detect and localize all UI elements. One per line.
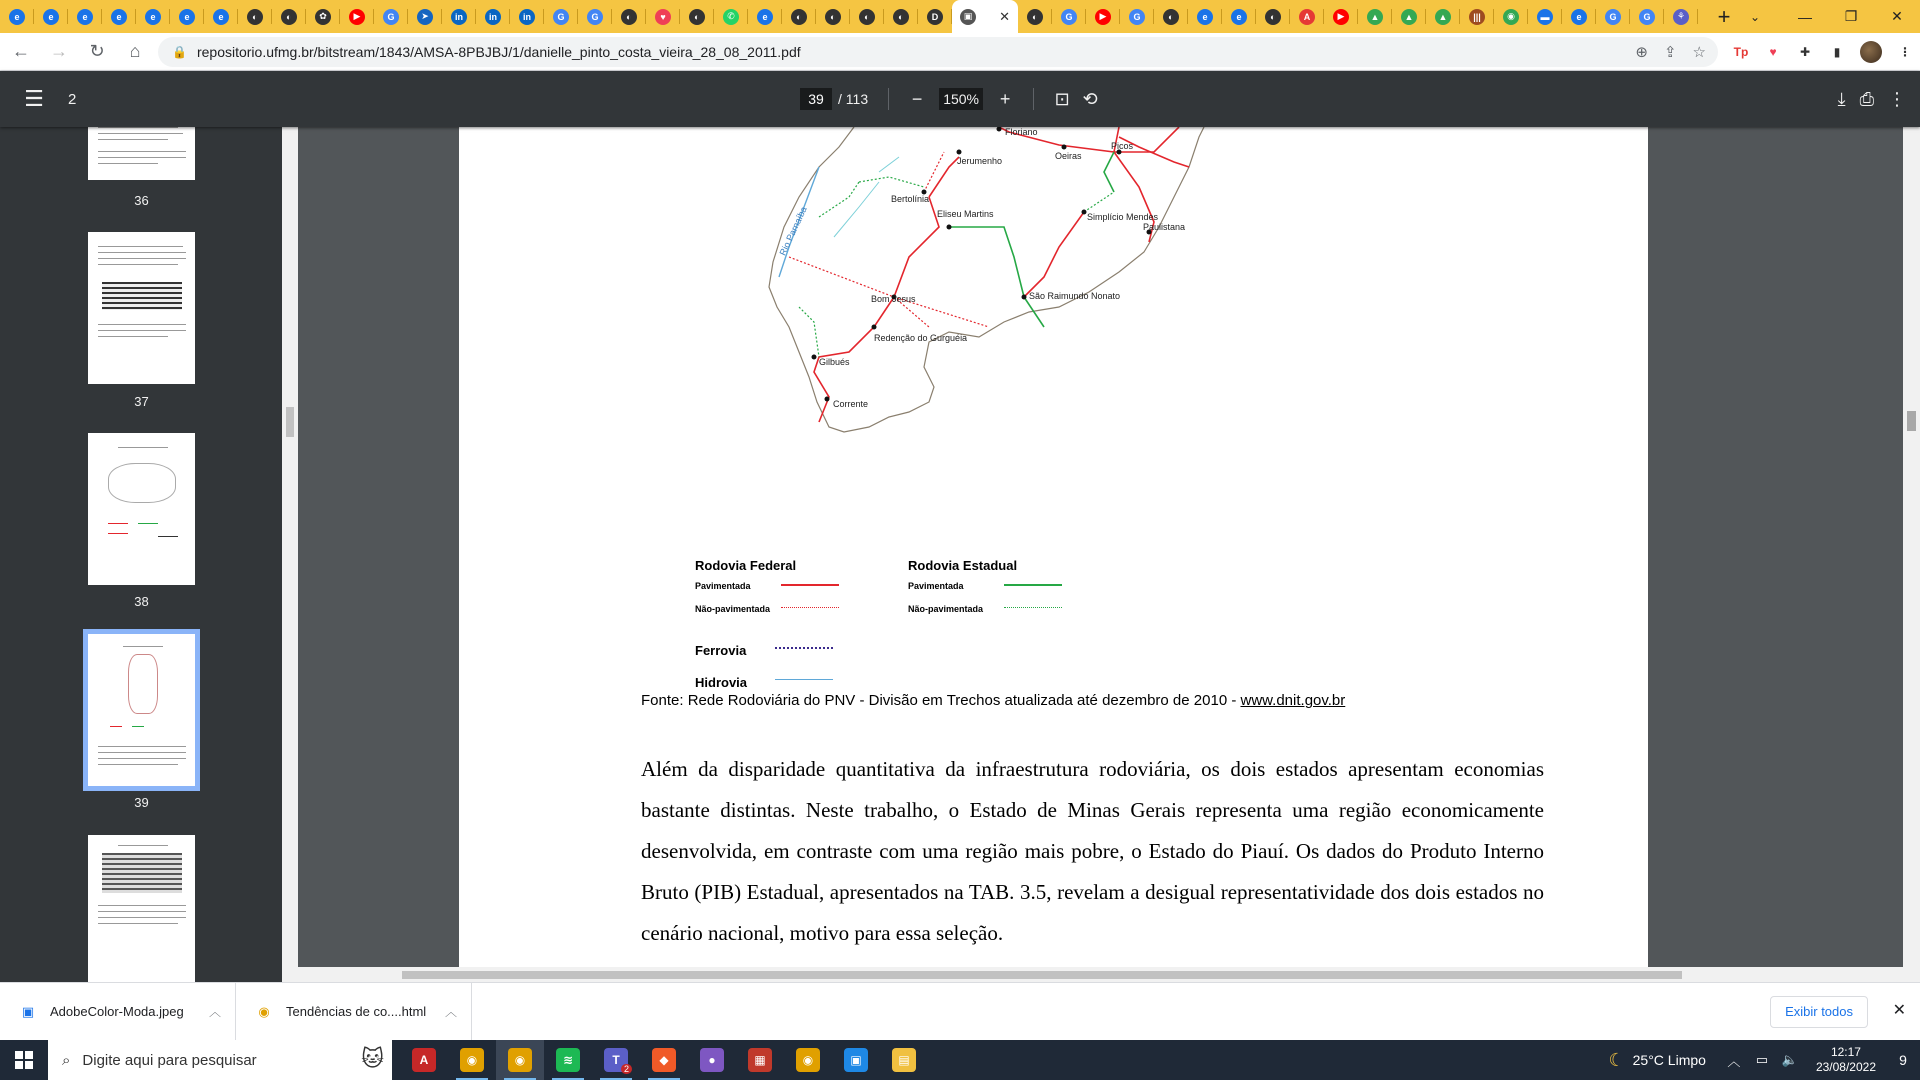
tab-favicon-icon: ◐ <box>1265 9 1281 25</box>
download-filename[interactable]: Tendências de co....html <box>286 1004 427 1019</box>
browser-tab[interactable] <box>238 0 272 33</box>
tab-favicon-icon: e <box>1197 9 1213 25</box>
tab-favicon-icon: G <box>1605 9 1621 25</box>
browser-tab[interactable] <box>850 0 884 33</box>
tab-favicon-icon: ◐ <box>621 9 637 25</box>
browser-tab[interactable] <box>816 0 850 33</box>
thumbnail-sidebar <box>0 127 282 982</box>
notifications-button[interactable] <box>1886 1052 1920 1068</box>
browser-tab[interactable] <box>1052 0 1086 33</box>
browser-toolbar <box>0 33 1920 71</box>
taskbar-app-icon: ◉ <box>508 1048 532 1072</box>
legend-federal-title: Rodovia Federal <box>695 558 797 573</box>
sidebar-scrollbar[interactable] <box>282 127 298 982</box>
tab-favicon-icon: e <box>43 9 59 25</box>
browser-tab[interactable] <box>1222 0 1256 33</box>
tab-favicon-icon: e <box>213 9 229 25</box>
browser-tab[interactable] <box>1596 0 1630 33</box>
town-label: Simplício Mendes <box>1087 212 1159 222</box>
clock-time: 12:17 <box>1830 1045 1861 1059</box>
tab-favicon-icon: D <box>927 9 943 25</box>
town-label: Jerumenho <box>957 156 1003 166</box>
tab-favicon-icon: ◐ <box>281 9 297 25</box>
pdf-viewer[interactable] <box>282 127 1920 982</box>
share-icon[interactable]: ⇪ <box>1663 43 1677 61</box>
thumbnail-label: 36 <box>134 193 149 208</box>
town-label: Picos <box>1111 141 1134 151</box>
taskbar-app[interactable] <box>784 1040 832 1080</box>
tab-list <box>0 0 1698 33</box>
clock-date: 23/08/2022 <box>1815 1060 1876 1074</box>
town-label: Eliseu Martins <box>937 209 994 219</box>
download-item[interactable] <box>236 983 472 1041</box>
weather-widget[interactable] <box>1608 1050 1705 1071</box>
browser-tab[interactable] <box>1154 0 1188 33</box>
browser-tab[interactable] <box>1086 0 1120 33</box>
thumbnail-label: 39 <box>134 795 149 810</box>
taskbar-app[interactable] <box>592 1040 640 1080</box>
town-label: Paulistana <box>1143 222 1186 232</box>
taskbar-app[interactable] <box>448 1040 496 1080</box>
browser-tab[interactable] <box>1562 0 1596 33</box>
body-paragraph: Além da disparidade quantitativa da infraestrutura rodoviária, os dois estados apresentam economias bastante distintas. Neste trabalho, o Estado de Minas Gerais representa uma região economicamente desenvolvida, em contraste com uma região mais pobre, o Estado do Piauí. Os dados do Produto Interno Bruto (PIB) Estadual, apresentados na TAB. 3.5, revelam a desigual representatividade dos dois estados no cenário nacional, motivo para essa seleção. <box>641 757 1544 945</box>
tab-favicon-icon: e <box>111 9 127 25</box>
taskbar-app[interactable] <box>832 1040 880 1080</box>
river-tributary <box>879 157 899 172</box>
pdf-page <box>459 127 1648 967</box>
tab-favicon-icon: ◐ <box>1027 9 1043 25</box>
legend-estadual-paved-line <box>1004 584 1062 586</box>
page-controls <box>800 71 1104 127</box>
browser-tab[interactable] <box>1664 0 1698 33</box>
tab-favicon-icon: e <box>1231 9 1247 25</box>
browser-tab[interactable] <box>1630 0 1664 33</box>
town-label: Bertolínia <box>891 194 930 204</box>
thumbnail-label: 38 <box>134 594 149 609</box>
legend-estadual-paved: Pavimentada <box>908 581 964 591</box>
browser-tab[interactable] <box>204 0 238 33</box>
tab-favicon-icon: ♥ <box>655 9 671 25</box>
legend-federal-unpaved-line <box>781 607 839 608</box>
taskbar-app-icon: ● <box>700 1048 724 1072</box>
browser-tab[interactable] <box>374 0 408 33</box>
tab-favicon-icon: in <box>519 9 535 25</box>
town-label: Corrente <box>833 399 869 409</box>
browser-tab[interactable] <box>918 0 952 33</box>
state-border <box>769 127 1204 432</box>
town-label: Bom Jesus <box>871 294 916 304</box>
tab-favicon-icon: G <box>1129 9 1145 25</box>
tab-favicon-icon: ▲ <box>1435 9 1451 25</box>
browser-tab[interactable] <box>646 0 680 33</box>
tab-favicon-icon: ◐ <box>825 9 841 25</box>
active-tab[interactable] <box>952 0 1018 33</box>
legend-federal-paved-line <box>781 584 839 586</box>
taskbar-app[interactable] <box>736 1040 784 1080</box>
taskbar-app[interactable] <box>544 1040 592 1080</box>
federal-paved-roads <box>814 127 1189 422</box>
browser-tab[interactable] <box>1324 0 1358 33</box>
forward-button[interactable]: → <box>50 41 68 61</box>
tab-favicon-icon: e <box>179 9 195 25</box>
close-tab-icon[interactable]: ✕ <box>999 8 1010 24</box>
browser-tab[interactable] <box>1256 0 1290 33</box>
document-title: 2 <box>68 90 77 108</box>
image-file-icon: ▣ <box>21 1003 35 1019</box>
legend-hidrovia-line <box>775 679 833 680</box>
browser-tab[interactable] <box>68 0 102 33</box>
tab-favicon-icon: e <box>1571 9 1587 25</box>
tab-favicon-icon: e <box>9 9 25 25</box>
thumbnail-page-37[interactable] <box>88 232 195 384</box>
town-markers <box>812 127 1152 402</box>
chrome-menu-icon[interactable]: ⋮ <box>1899 44 1911 59</box>
weather-text: 25°C Limpo <box>1632 1052 1706 1068</box>
search-highlight-icon: 🐱 <box>361 1046 384 1071</box>
tab-favicon-icon: ◐ <box>689 9 705 25</box>
pdf-favicon-icon: ▣ <box>960 9 976 25</box>
browser-tab[interactable] <box>1460 0 1494 33</box>
downloads-bar <box>0 982 1920 1040</box>
browser-tab[interactable] <box>1528 0 1562 33</box>
browser-tab[interactable] <box>748 0 782 33</box>
windows-taskbar <box>0 1040 1920 1080</box>
legend-federal-paved: Pavimentada <box>695 581 751 591</box>
download-item[interactable] <box>0 983 236 1041</box>
tab-favicon-icon: ✆ <box>723 9 739 25</box>
river-tributary <box>834 182 879 237</box>
browser-tab[interactable] <box>1290 0 1324 33</box>
tab-search-icon[interactable]: ⌄ <box>1749 9 1761 24</box>
extension-tp-icon[interactable]: Tp <box>1733 44 1749 59</box>
zoom-icon[interactable]: ⊕ <box>1635 43 1648 61</box>
download-icon[interactable]: ⤓ <box>1837 88 1846 109</box>
tab-favicon-icon: ||| <box>1469 9 1485 25</box>
pocket-icon[interactable]: ♥ <box>1769 44 1777 59</box>
system-tray <box>1608 1040 1920 1080</box>
zoom-level-input[interactable]: 150% <box>939 88 983 110</box>
tab-favicon-icon: ▶ <box>1095 9 1111 25</box>
tab-favicon-icon: G <box>1061 9 1077 25</box>
taskbar-app-icon: ▣ <box>844 1048 868 1072</box>
browser-tab[interactable] <box>408 0 442 33</box>
chevron-up-icon[interactable]: ︿ <box>444 1005 457 1019</box>
river-label: Rio Parnaíba <box>777 205 809 257</box>
thumbnail-page-38[interactable] <box>88 433 195 585</box>
taskbar-app[interactable] <box>880 1040 928 1080</box>
address-bar[interactable] <box>158 37 1718 67</box>
browser-tab[interactable] <box>1426 0 1460 33</box>
horizontal-scrollbar[interactable] <box>282 967 1920 982</box>
page-total: / 113 <box>838 91 869 107</box>
tab-favicon-icon: ▬ <box>1537 9 1553 25</box>
tab-favicon-icon: e <box>77 9 93 25</box>
chevron-up-icon[interactable]: ︿ <box>208 1005 221 1019</box>
tab-favicon-icon: ◐ <box>859 9 875 25</box>
taskbar-app-icon: T <box>604 1048 628 1072</box>
page-scrollbar-thumb[interactable] <box>1907 411 1916 431</box>
browser-tab[interactable] <box>884 0 918 33</box>
lock-icon[interactable]: 🔒 <box>172 44 187 59</box>
taskbar-app-icon: ▤ <box>892 1048 916 1072</box>
pdf-toolbar <box>0 71 1920 127</box>
thumbnail-page-40[interactable] <box>88 835 195 982</box>
browser-tab[interactable] <box>544 0 578 33</box>
tab-favicon-icon: ◐ <box>893 9 909 25</box>
browser-tab[interactable] <box>510 0 544 33</box>
state-unpaved-roads <box>799 177 1114 357</box>
tab-favicon-icon: ▶ <box>1333 9 1349 25</box>
browser-tab[interactable] <box>1392 0 1426 33</box>
tab-favicon-icon: A <box>1299 9 1315 25</box>
search-icon: ⌕ <box>62 1051 71 1069</box>
taskbar-app-icon: ◉ <box>460 1048 484 1072</box>
browser-tab[interactable] <box>714 0 748 33</box>
more-options-icon[interactable]: ⋮ <box>1888 88 1906 109</box>
source-link[interactable]: www.dnit.gov.br <box>1240 692 1346 709</box>
download-filename[interactable]: AdobeColor-Moda.jpeg <box>50 1004 184 1019</box>
notification-count: 9 <box>1899 1052 1907 1068</box>
legend-estadual-unpaved-line <box>1004 607 1062 608</box>
chrome-file-icon: ◉ <box>258 1003 270 1019</box>
tab-favicon-icon: ➤ <box>417 9 433 25</box>
browser-tab[interactable] <box>680 0 714 33</box>
reload-button[interactable]: ↻ <box>89 41 105 61</box>
search-placeholder: Digite aqui para pesquisar <box>82 1051 257 1069</box>
browser-tab[interactable] <box>102 0 136 33</box>
browser-tab[interactable] <box>442 0 476 33</box>
tab-favicon-icon: G <box>1639 9 1655 25</box>
tab-favicon-icon: ▶ <box>349 9 365 25</box>
town-label: Gilbués <box>819 357 850 367</box>
tab-favicon-icon: G <box>553 9 569 25</box>
legend-ferrovia: Ferrovia <box>695 643 747 658</box>
windows-logo-icon <box>15 1051 33 1069</box>
browser-tab[interactable] <box>782 0 816 33</box>
browser-tab[interactable] <box>1358 0 1392 33</box>
tab-favicon-icon: e <box>145 9 161 25</box>
browser-tab[interactable] <box>578 0 612 33</box>
tab-favicon-icon: ✿ <box>315 9 331 25</box>
town-label: São Raimundo Nonato <box>1029 291 1121 301</box>
tab-favicon-icon: ◐ <box>1163 9 1179 25</box>
page-scrollbar[interactable] <box>1903 127 1920 967</box>
tab-favicon-icon: ◐ <box>247 9 263 25</box>
browser-tab[interactable] <box>34 0 68 33</box>
close-icon[interactable]: ✕ <box>1892 1002 1906 1019</box>
menu-icon[interactable]: ☰ <box>24 86 44 111</box>
town-label: Redenção do Gurguéia <box>874 333 968 343</box>
show-all-downloads-button[interactable]: Exibir todos <box>1770 996 1868 1028</box>
taskbar-search-input[interactable] <box>48 1040 392 1080</box>
horizontal-scrollbar-thumb[interactable] <box>402 971 1682 979</box>
browser-tab[interactable] <box>476 0 510 33</box>
windows-start-button[interactable] <box>0 1040 48 1080</box>
toolbar-divider <box>888 88 889 110</box>
moon-icon: ☾ <box>1608 1049 1625 1070</box>
legend-federal-unpaved: Não-pavimentada <box>695 604 771 614</box>
rotate-icon[interactable]: ⟲ <box>1082 88 1098 109</box>
browser-tab[interactable] <box>1188 0 1222 33</box>
town-label: Oeiras <box>1055 151 1082 161</box>
tab-favicon-icon: ▲ <box>1401 9 1417 25</box>
profile-avatar[interactable] <box>1860 41 1882 63</box>
legend-ferrovia-line <box>775 647 833 649</box>
chevron-up-icon[interactable]: ︿ <box>1727 1053 1741 1069</box>
browser-tab[interactable] <box>272 0 306 33</box>
teams-badge: 2 <box>621 1064 632 1074</box>
extensions-puzzle-icon[interactable]: ✚ <box>1799 44 1811 59</box>
taskbar-app[interactable] <box>400 1040 448 1080</box>
browser-tab[interactable] <box>340 0 374 33</box>
thumbnail-label: 37 <box>134 394 149 409</box>
browser-tab[interactable] <box>306 0 340 33</box>
legend-estadual-unpaved: Não-pavimentada <box>908 604 984 614</box>
home-button[interactable]: ⌂ <box>129 41 141 61</box>
tab-favicon-icon: G <box>383 9 399 25</box>
taskbar-app-icon: ◆ <box>652 1048 676 1072</box>
window-controls <box>1782 0 1920 33</box>
sidebar-scrollbar-thumb[interactable] <box>286 407 294 437</box>
bookmark-star-icon[interactable]: ☆ <box>1692 43 1706 61</box>
tab-favicon-icon: ◐ <box>791 9 807 25</box>
tab-favicon-icon: in <box>485 9 501 25</box>
source-text: Fonte: Rede Rodoviária do PNV - Divisão em Trechos atualizada até dezembro de 2010 - <box>641 692 1241 709</box>
legend-estadual-title: Rodovia Estadual <box>908 558 1018 573</box>
minimize-button[interactable]: — <box>1798 8 1812 25</box>
browser-tab[interactable] <box>612 0 646 33</box>
figure-source <box>641 692 1345 709</box>
volume-icon[interactable]: 🔈 <box>1781 1052 1799 1067</box>
legend-hidrovia: Hidrovia <box>695 675 748 690</box>
taskbar-app[interactable] <box>496 1040 544 1080</box>
tab-favicon-icon: e <box>757 9 773 25</box>
taskbar-app-icon: ◉ <box>796 1048 820 1072</box>
tab-favicon-icon: in <box>451 9 467 25</box>
maximize-button[interactable]: ❐ <box>1844 8 1858 24</box>
fit-page-icon[interactable]: ⊡ <box>1054 88 1070 109</box>
taskbar-app[interactable] <box>688 1040 736 1080</box>
url-text[interactable]: repositorio.ufmg.br/bitstream/1843/AMSA-8PBJBJ/1/danielle_pinto_costa_vieira_28_08_2011.pdf <box>196 43 801 60</box>
new-tab-button[interactable]: + <box>1717 3 1731 29</box>
browser-tab[interactable] <box>136 0 170 33</box>
tab-favicon-icon: ◉ <box>1503 9 1519 25</box>
browser-tab[interactable] <box>1018 0 1052 33</box>
tab-favicon-icon: ▲ <box>1367 9 1383 25</box>
taskbar-app-icon: ▦ <box>748 1048 772 1072</box>
browser-tab[interactable] <box>170 0 204 33</box>
zoom-out-button[interactable]: − <box>911 88 923 109</box>
clock[interactable] <box>1816 1045 1876 1075</box>
taskbar-app-icon: ≋ <box>556 1048 580 1072</box>
tab-favicon-icon: ⚘ <box>1673 9 1689 25</box>
close-window-button[interactable]: ✕ <box>1891 8 1903 24</box>
tab-favicon-icon: G <box>587 9 603 25</box>
print-icon[interactable]: ⎙ <box>1859 88 1874 109</box>
toolbar-divider <box>1033 88 1034 110</box>
page-number-input[interactable]: 39 <box>800 88 832 110</box>
tab-strip <box>0 0 1920 33</box>
thumbnail-page-36[interactable] <box>88 127 195 180</box>
browser-tab[interactable] <box>1494 0 1528 33</box>
taskbar-app[interactable] <box>640 1040 688 1080</box>
browser-tab[interactable] <box>0 0 34 33</box>
browser-tab[interactable] <box>1120 0 1154 33</box>
back-button[interactable]: ← <box>12 41 30 61</box>
town-label: Floriano <box>1005 127 1038 137</box>
zoom-in-button[interactable]: + <box>999 88 1011 109</box>
thumbnail-page-39[interactable] <box>88 634 195 786</box>
side-panel-icon[interactable]: ▮ <box>1833 44 1841 59</box>
network-icon[interactable]: ▭ <box>1755 1052 1769 1067</box>
taskbar-app-icon: A <box>412 1048 436 1072</box>
piaui-road-map <box>759 127 1319 517</box>
